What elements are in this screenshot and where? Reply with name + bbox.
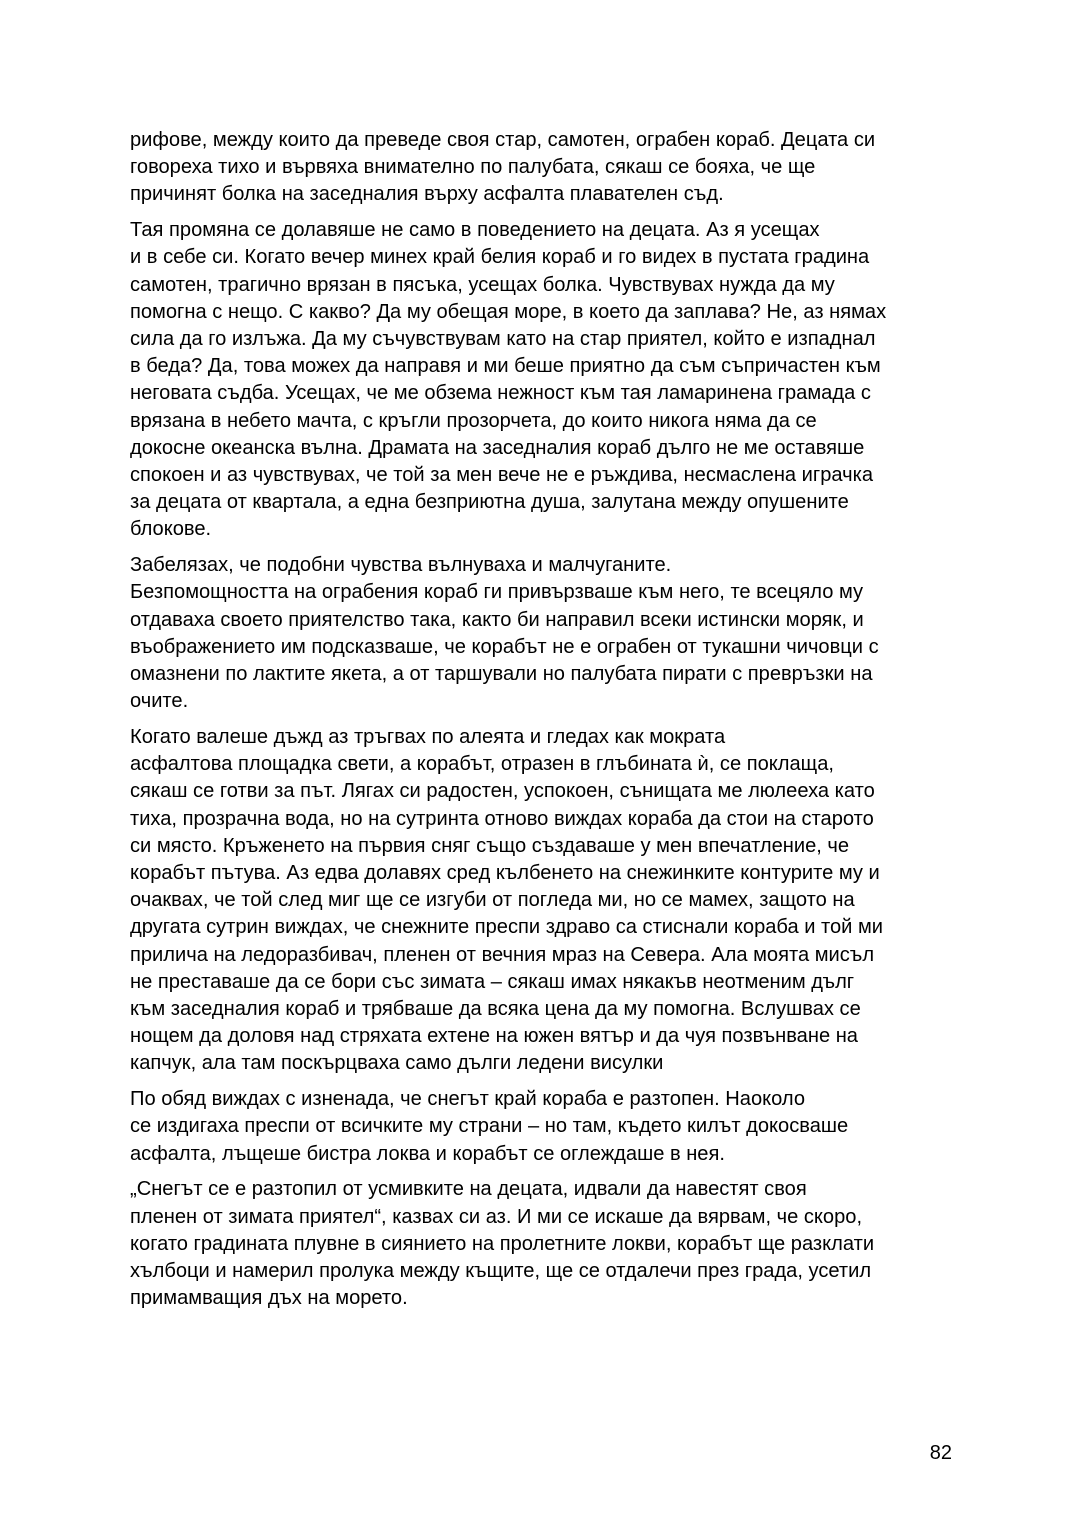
paragraph-2: Тая промяна се долавяше не само в поведението на децата. Аз я усещах и в себе си. Когато вечер минех край белия кораб и го видех в пустата градина самотен, трагично врязан в пясъка, усещах болка. Чувствувах нужда да му помогна с нещо. С какво? Да му обещая море, в което да заплава? Не, аз нямах сила да го излъжа. Да му съчувствувам като на стар приятел, който е изпаднал в беда? Да, това можех да направя и ми беше приятно да съм съпричастен към неговата съдба. Усещах, че ме обзема нежност към тая ламаринена грамада с врязана в небето мачта, с кръгли прозорчета, до които никога няма да се докосне океанска вълна. Драмата на заседналия кораб дълго не ме оставяше спокоен и аз чувствувах, че той за мен вече не е ръждива, несмаслена играчка за децата от квартала, а една безприютна душа, залутана между опушените блокове. <box>130 219 887 541</box>
paragraph-5: По обяд виждах с изненада, че снегът край кораба е разтопен. Наоколо се издигаха преспи от всичките му страни – но там, където килът докосваше асфалта, лъщеше бистра локва и корабът се оглеждаше в нея. <box>130 1088 849 1165</box>
body-text <box>130 127 954 1313</box>
paragraph-1: рифове, между които да преведе своя стар, самотен, ограбен кораб. Децата си говореха тихо и вървяха внимателно по палубата, сякаш се бояха, че ще причинят болка на заседналия върху асфалта плавателен съд. <box>130 129 876 206</box>
page-number: 82 <box>929 1442 952 1464</box>
paragraph-6: „Снегът се е разтопил от усмивките на децата, идвали да навестят своя пленен от зимата приятел“, казвах си аз. И ми се искаше да вярвам, че скоро, когато градината плувне в сиянието на пролетните локви, корабът ще разклати хълбоци и намерил пролука между къщите, ще се отдалечи през града, усетил примамващия дъх на морето. <box>130 1178 875 1310</box>
paragraph-4: Когато валеше дъжд аз тръгвах по алеята и гледах как мократа асфалтова площадка свети, а корабът, отразен в глъбината ѝ, се поклаща, сякаш се готви за път. Лягах си радостен, успокоен, сънищата ме люлееха като тиха, прозрачна вода, но на сутринта отново виждах кораба да стои на старото си място. Кръженето на първия сняг също създаваше у мен впечатление, че корабът пътува. Аз едва долавях сред кълбенето на снежинките контурите му и очаквах, че той след миг ще се изгуби от погледа ми, но се мамех, защото на другата сутрин виждах, че снежните преспи здраво са стиснали кораба и той ми прилича на ледоразбивач, пленен от вечния мраз на Севера. Ала моята мисъл не преставаше да се бори със зимата – сякаш имах някакъв неотменим дълг към заседналия кораб и трябваше да всяка цена да му помогна. Вслушвах се нощем да доловя над стряхата ехтене на южен вятър и да чуя позвънване на капчук, ала там поскърцваха само дълги ледени висулки <box>130 726 884 1075</box>
paragraph-3: Забелязах, че подобни чувства вълнуваха и малчуганите. Безпомощността на ограбения кораб ги привързваше към него, те всецяло му отдаваха своето приятелство така, както би направил всеки истински моряк, и въображението им подсказваше, че корабът не е ограбен от тукашни чичовци с омазнени по лактите якета, а от таршували но палубата пирати с превръзки на очите. <box>130 554 879 713</box>
